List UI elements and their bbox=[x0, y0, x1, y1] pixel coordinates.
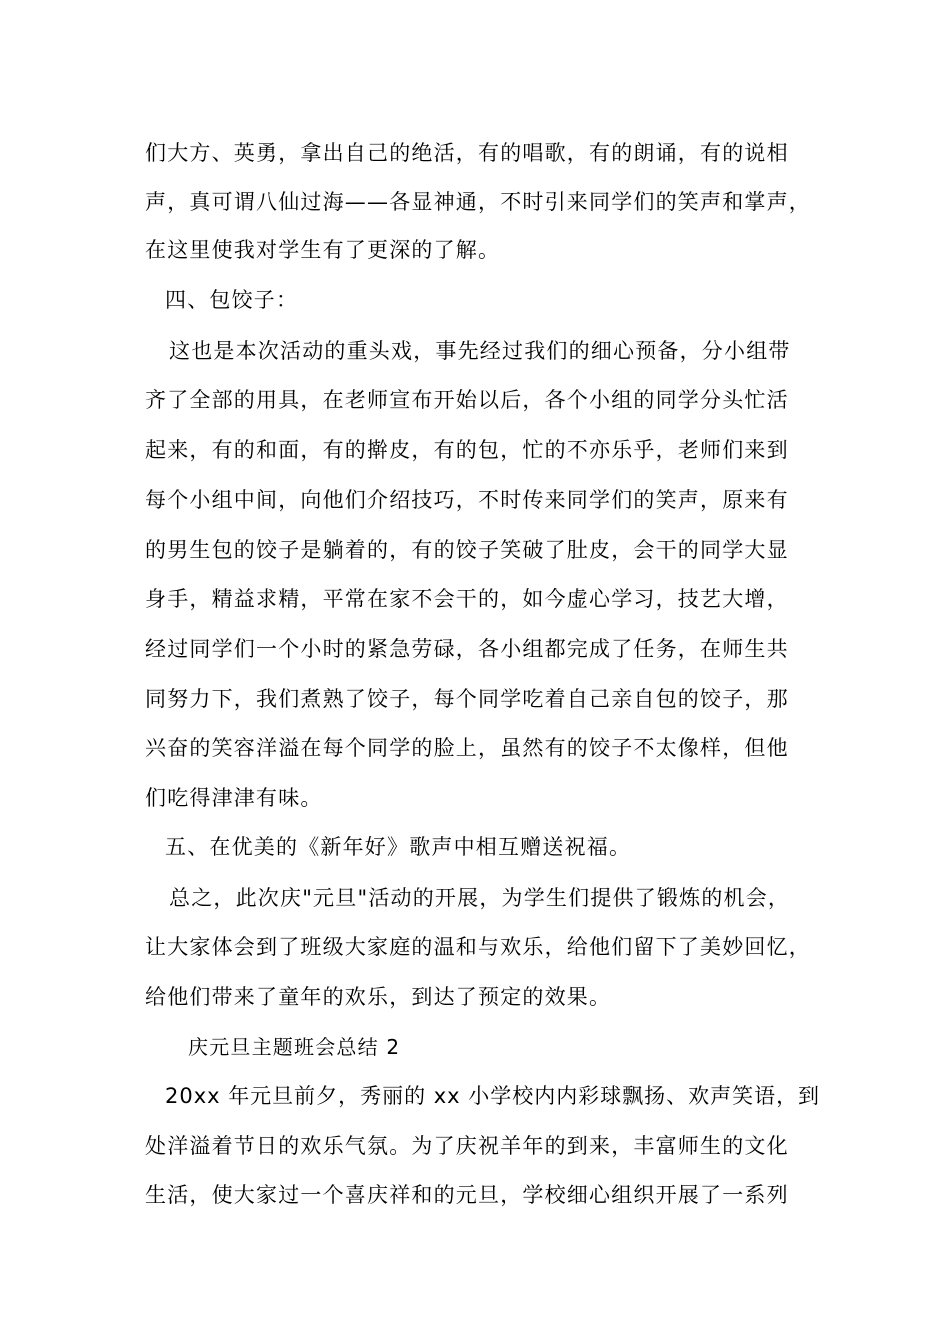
text-line: 起来，有的和面，有的擀皮，有的包，忙的不亦乐乎，老师们来到 bbox=[145, 438, 789, 462]
text-line: 的男生包的饺子是躺着的，有的饺子笑破了肚皮，会干的同学大显 bbox=[145, 538, 789, 562]
text-line: 同努力下，我们煮熟了饺子，每个同学吃着自己亲自包的饺子，那 bbox=[145, 687, 789, 711]
text-line: 们吃得津津有味。 bbox=[145, 786, 323, 810]
text-line: 总之，此次庆"元旦"活动的开展，为学生们提供了锻炼的机会， bbox=[169, 886, 791, 910]
section-heading: 五、在优美的《新年好》歌声中相互赠送祝福。 bbox=[165, 835, 632, 859]
text-line: 在这里使我对学生有了更深的了解。 bbox=[145, 238, 501, 262]
text-line: 让大家体会到了班级大家庭的温和与欢乐，给他们留下了美妙回忆， bbox=[145, 935, 811, 959]
text-line: 们大方、英勇，拿出自己的绝活，有的唱歌，有的朗诵，有的说相 bbox=[145, 141, 789, 165]
section-title: 庆元旦主题班会总结 2 bbox=[188, 1035, 401, 1059]
text-line: 给他们带来了童年的欢乐，到达了预定的效果。 bbox=[145, 985, 612, 1009]
text-line: 身手，精益求精，平常在家不会干的，如今虚心学习，技艺大增， bbox=[145, 587, 789, 611]
text-line: 经过同学们一个小时的紧急劳碌，各小组都完成了任务，在师生共 bbox=[145, 637, 789, 661]
text-line: 兴奋的笑容洋溢在每个同学的脸上，虽然有的饺子不太像样，但他 bbox=[145, 736, 789, 760]
text-line: 20xx 年元旦前夕，秀丽的 xx 小学校内内彩球飘扬、欢声笑语，到 bbox=[165, 1084, 821, 1108]
section-heading: 四、包饺子： bbox=[165, 288, 299, 312]
text-line: 齐了全部的用具，在老师宣布开始以后，各个小组的同学分头忙活 bbox=[145, 388, 789, 412]
text-line: 生活，使大家过一个喜庆祥和的元旦，学校细心组织开展了一系列 bbox=[145, 1183, 789, 1207]
text-line: 声，真可谓八仙过海——各显神通，不时引来同学们的笑声和掌声， bbox=[145, 190, 811, 214]
text-line: 这也是本次活动的重头戏，事先经过我们的细心预备，分小组带 bbox=[169, 339, 791, 363]
text-line: 每个小组中间，向他们介绍技巧，不时传来同学们的笑声，原来有 bbox=[145, 488, 789, 512]
text-line: 处洋溢着节日的欢乐气氛。为了庆祝羊年的到来，丰富师生的文化 bbox=[145, 1134, 789, 1158]
